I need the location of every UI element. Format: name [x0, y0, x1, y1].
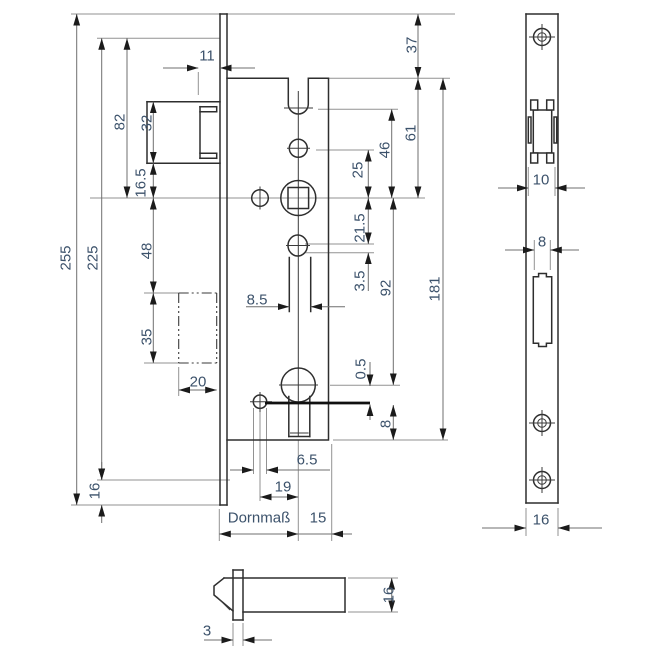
dim-label-guide-slot-width: 8.5 — [246, 291, 268, 309]
dim-label-latch-bottom-to-axis: 16.5 — [132, 168, 150, 198]
dim-label-small-hole-to-axis: 25 — [349, 161, 367, 179]
dim-label-latch-bolt-width: 10 — [532, 171, 550, 189]
dim-label-latch-protrusion: 11 — [199, 47, 215, 65]
dim-label-axis-to-follower-hole: 21.5 — [351, 213, 369, 243]
deadbolt-slot — [533, 274, 551, 347]
dim-label-bolt-height: 8 — [377, 419, 395, 429]
hidden-feature-box — [179, 293, 220, 363]
dim-label-top-to-spindle-axis: 82 — [111, 113, 129, 131]
dim-label-case-height: 181 — [426, 276, 444, 302]
dim-label-deadbolt-slot-width: 8 — [537, 233, 547, 251]
dim-label-hidden-box-width: 20 — [189, 373, 207, 391]
dim-label-bottom-screw-to-end: 16 — [86, 482, 104, 500]
dim-label-backset: Dornmaß — [227, 509, 291, 527]
dim-label-faceplate-width: 16 — [532, 511, 550, 529]
dim-label-hole-to-cylinder: 19 — [274, 478, 292, 496]
dim-label-latch-height: 32 — [138, 114, 156, 132]
dim-label-screw-hole-spacing: 225 — [84, 245, 102, 271]
latch-bevel — [214, 578, 233, 611]
dim-label-case-top-to-axis: 61 — [402, 124, 420, 142]
lock-case-side-view — [147, 14, 370, 505]
dim-label-faceplate-thickness: 3 — [202, 622, 212, 640]
dimension-labels — [58, 37, 550, 640]
latch-bolt-side — [147, 102, 220, 164]
dim-label-cylinder-to-case-back: 15 — [309, 509, 327, 527]
dim-label-aux-hole-to-axis: 46 — [376, 141, 394, 159]
screw-hole-middle — [529, 410, 555, 436]
dim-label-faceplate-total-length: 255 — [57, 245, 75, 271]
faceplate-front-view — [526, 14, 558, 503]
dim-label-handle-hole-diameter: 6.5 — [296, 451, 318, 469]
latch-bolt-front — [528, 100, 556, 163]
screw-hole-bottom — [529, 467, 555, 493]
lock-case-outline — [227, 78, 329, 440]
dim-label-plate-top-to-case-top: 37 — [403, 36, 421, 54]
dim-label-follower-offset: 3.5 — [351, 270, 369, 292]
dimension-lines — [77, 14, 602, 640]
screw-hole-top — [529, 24, 555, 50]
dim-label-axis-to-cylinder-axis: 92 — [377, 279, 395, 297]
dim-label-axis-to-hidden-box: 48 — [138, 242, 156, 260]
latch-detail-view — [214, 570, 345, 620]
dim-label-bolt-line-offset: 0.5 — [352, 358, 370, 380]
dim-label-hidden-box-height: 35 — [138, 328, 156, 346]
dim-label-latch-detail-width: 16 — [380, 586, 398, 604]
